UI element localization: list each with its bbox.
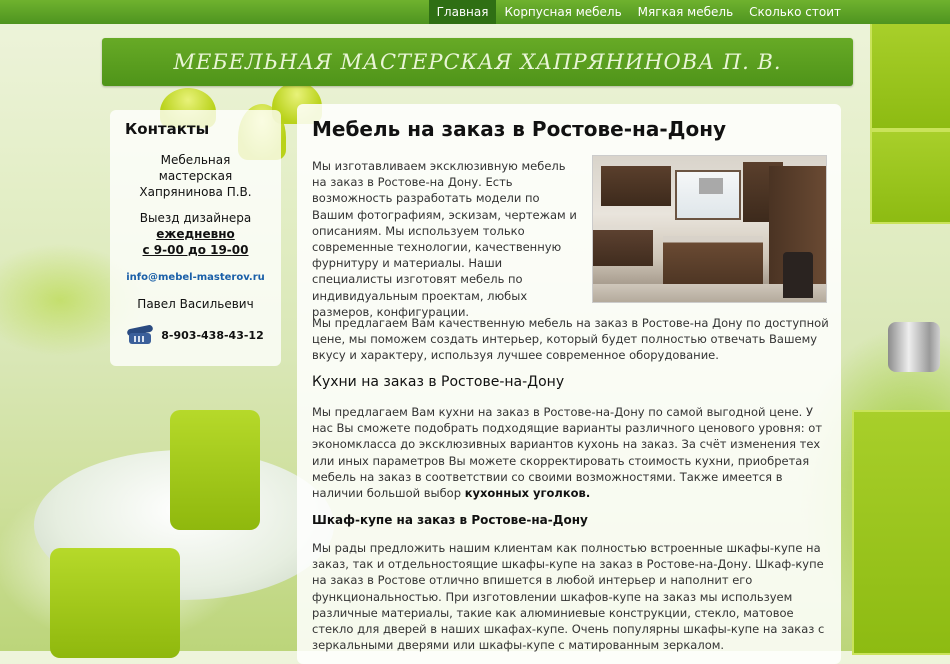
base-cabinet [852, 410, 950, 655]
kitchens-paragraph [312, 404, 832, 501]
contacts-sidebar [110, 110, 281, 366]
schedule-hours: с 9-00 до 19-00 [142, 243, 249, 257]
dining-chair [50, 548, 180, 658]
contact-person: Павел Васильевич [137, 297, 254, 311]
main-content [297, 104, 841, 664]
email-link[interactable]: info@mebel-masterov.ru [126, 272, 265, 283]
org-name-line: мастерская [158, 169, 233, 183]
telephone-icon [127, 325, 153, 345]
phone-line [110, 325, 281, 345]
org-name-line: Мебельная [160, 153, 231, 167]
wall-cabinet [870, 130, 950, 224]
schedule-days: ежедневно [156, 227, 235, 241]
top-navigation [0, 0, 950, 24]
kitchens-heading: Кухни на заказ в Ростове-на-Дону [312, 374, 565, 390]
nav-item-soft-furniture[interactable]: Мягкая мебель [637, 5, 734, 19]
kitchens-text: Мы предлагаем Вам кухни на заказ в Ростове-на-Дону по самой выгодной цене. У нас Вы сможете подобрать подходящие варианты различного ценового уровня: от экономкласса до эксклюзивных вариантов кухонь на заказ. За счёт изменения тех или иных параметров Вы можете скорректировать стоимость кухни, приобретая мебель на заказ в соответствии со своими возможностями. Также имеется в наличии большой выбор [312, 405, 823, 501]
org-name [110, 152, 281, 258]
nav-item-prices[interactable]: Сколько стоит [749, 5, 841, 19]
site-title: МЕБЕЛЬНАЯ МАСТЕРСКАЯ ХАПРЯНИНОВА П. В. [173, 50, 782, 74]
page-title: Мебель на заказ в Ростове-на-Дону [312, 117, 727, 141]
kitchen-corners-link[interactable]: кухонных уголков. [464, 486, 591, 501]
kitchen-photo [593, 156, 826, 302]
nav-item-home[interactable]: Главная [429, 0, 497, 24]
wall-cabinet [870, 22, 950, 130]
dining-chair [170, 410, 260, 530]
site-banner [102, 38, 853, 86]
cooking-pot [888, 322, 940, 372]
phone-number: 8-903-438-43-12 [161, 328, 264, 342]
offer-paragraph: Мы предлагаем Вам качественную мебель на заказ в Ростове-на Дону по доступной цене, мы поможем создать интерьер, который будет полностью отвечать Вашему вкусу и характеру, используя лучшее современное оборудование. [312, 316, 829, 363]
contacts-heading: Контакты [125, 120, 210, 138]
wardrobes-paragraph: Мы рады предложить нашим клиентам как полностью встроенные шкафы-купе на заказ, так и отдельностоящие шкафы-купе на заказ в Ростове-на-Дону. Шкаф-купе на заказ в Ростове отлично впишется в любой интерьер и наполнит его функциональностью. При изготовлении шкафов-купе на заказ мы используем различные материалы, такие как алюминиевые конструкции, стекло, матовое стекло для дверей в наших шкафах-купе. Очень популярны шкафы-купе на заказ с зеркальными дверями или шкафы-купе с матированным зеркалом. [312, 541, 825, 653]
designer-visit: Выезд дизайнера [139, 211, 252, 225]
wardrobes-heading: Шкаф-купе на заказ в Ростове-на-Дону [312, 513, 588, 527]
nav-item-cabinet-furniture[interactable]: Корпусная мебель [504, 5, 622, 19]
org-name-line: Хапрянинова П.В. [139, 185, 252, 199]
nav-menu [429, 0, 849, 24]
intro-paragraph: Мы изготавливаем эксклюзивную мебель на заказ в Ростове-на Дону. Есть возможность разработать модели по Вашим фотографиям, эскизам, чертежам и описаниям. Мы используем только современные технологии, качественную фурнитуру и материалы. Наши специалисты изготовят мебель по индивидуальным проектам, любых размеров, конфигурации. [312, 159, 577, 319]
